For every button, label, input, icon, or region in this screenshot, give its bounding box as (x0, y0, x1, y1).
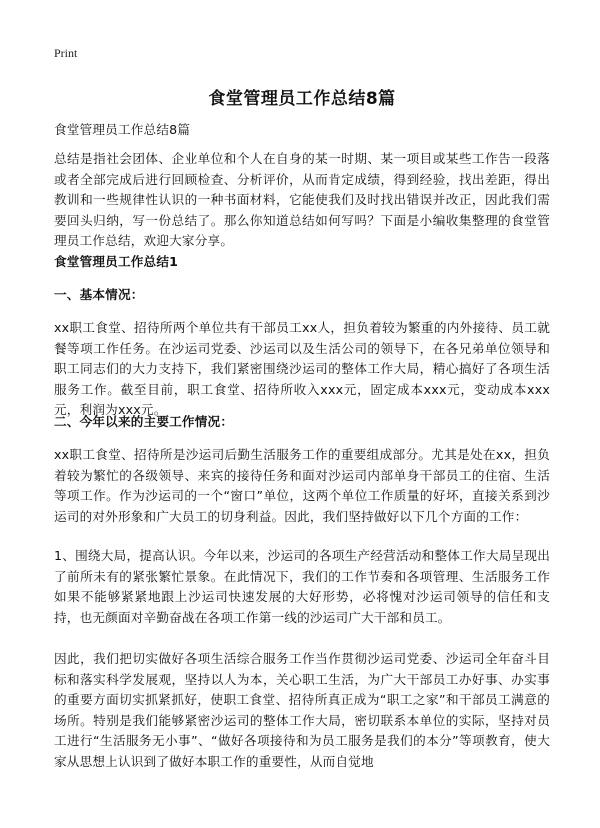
paragraph-therefore: 因此，我们把切实做好各项生活综合服务工作当作贯彻沙运司党委、沙运司全年奋斗目标和落实科学发展观，坚持以人为本，关心职工生活，为广大干部员工办好事、办实事的重要方面切实抓紧抓好，使职工食堂、招待所真正成为“职工之家”和干部员工满意的场所。特别是我们能够紧密沙运司的整体工作大局，密切联系本单位的实际，坚持对员工进行“生活服务无小事”、“做好各项接待和为员工服务是我们的本分”等项教育，使大家从思想上认识到了做好本职工作的重要性，从而自觉地 (54, 651, 550, 769)
print-link[interactable]: Print (54, 46, 78, 60)
paragraph-basic-situation: xx职工食堂、招待所两个单位共有干部员工xx人，担负着较为繁重的内外接待、员工就餐等项工作任务。在沙运司党委、沙运司以及生活公司的领导下，在各兄弟单位领导和职工同志们的大力支持下，我们紧密围绕沙运司的整体工作大局，精心搞好了各项生活服务工作。截至目前，职工食堂、招待所收入xxx元，固定成本xxx元，变动成本xxx元，利润为xxx元。 (54, 320, 550, 417)
heading-main-work: 二、今年以来的主要工作情况： (54, 414, 234, 429)
section-title: 食堂管理员工作总结1 (54, 254, 179, 269)
document-subtitle: 食堂管理员工作总结8篇 (54, 122, 191, 137)
heading-basic-situation: 一、基本情况： (54, 287, 144, 302)
paragraph-main-work: xx职工食堂、招待所是沙运司后勤生活服务工作的重要组成部分。尤其是处在xx，担负着较为繁忙的各级领导、来宾的接待任务和面对沙运司内部单身干部员工的住宿、生活等项工作。作为沙运司的一个“窗口”单位，这两个单位工作质量的好坏，直接关系到沙运司的对外形象和广大员工的切身利益。因此，我们坚持做好以下几个方面的工作： (54, 447, 550, 524)
paragraph-point-1: 1、围绕大局，提高认识。今年以来，沙运司的各项生产经营活动和整体工作大局呈现出了前所未有的紧张繁忙景象。在此情况下，我们的工作节奏和各项管理、生活服务工作如果不能够紧紧地跟上沙运司快速发展的大好形势，必将愧对沙运司领导的信任和支持，也无颜面对辛勤奋战在各项工作第一线的沙运司广大干部和员工。 (54, 548, 550, 625)
document-title: 食堂管理员工作总结8篇 (208, 89, 396, 109)
intro-paragraph: 总结是指社会团体、企业单位和个人在自身的某一时期、某一项目或某些工作告一段落或者全部完成后进行回顾检查、分析评价，从而肯定成绩，得到经验，找出差距，得出教训和一些规律性认识的一种书面材料，它能使我们及时找出错误并改正，因此我们需要回头归纳，写一份总结了。那么你知道总结如何写吗？下面是小编收集整理的食堂管理员工作总结，欢迎大家分享。 (54, 151, 550, 248)
